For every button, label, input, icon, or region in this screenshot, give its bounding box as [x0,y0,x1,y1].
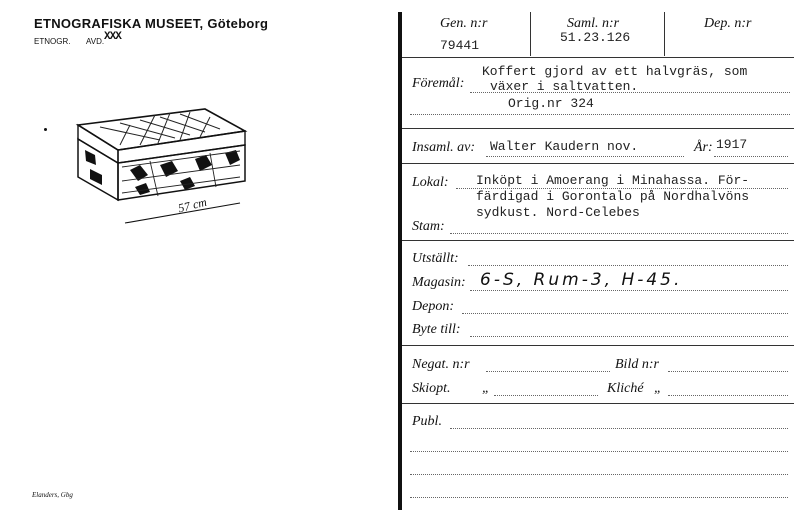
insaml-value: Walter Kaudern nov. [490,139,639,154]
box-sketch [40,95,280,245]
dotted-line [450,428,788,429]
lokal-label: Lokal: [412,175,449,190]
card-divider [398,12,402,510]
header-separator [530,12,531,56]
rule [402,345,794,346]
dotted-line [486,371,610,372]
header-separator [664,12,665,56]
depon-label: Depon: [412,299,454,314]
magasin-label: Magasin: [412,275,466,290]
dotted-line [668,371,788,372]
bild-label: Bild n:r [615,357,659,372]
dotted-line [486,156,684,157]
dotted-line [468,265,788,266]
dotted-line [410,497,788,498]
magasin-value: 6-S, Rum-3, H-45. [480,270,683,290]
stam-label: Stam: [412,219,445,234]
dotted-line [494,395,598,396]
printer-credit: Elanders, Gbg [32,491,73,499]
size-note: 57 cm [176,194,209,216]
museum-name: ETNOGRAFISKA MUSEET, Göteborg [34,16,269,31]
lokal-line-1: Inköpt i Amoerang i Minahassa. För- [476,173,750,188]
foremal-line-2: växer i saltvatten. [490,79,639,94]
byte-label: Byte till: [412,322,461,337]
saml-value: 51.23.126 [560,30,631,45]
struck-mark: XXX [104,31,121,43]
dotted-line [410,451,788,452]
dotted-line [714,156,788,157]
ar-value: 1917 [716,137,748,152]
gen-label: Gen. n:r [440,16,488,31]
ar-label: År: [694,140,713,155]
dotted-line [456,188,788,189]
gen-value: 79441 [440,38,480,53]
foremal-line-1: Koffert gjord av ett halvgräs, som [482,64,748,79]
lokal-line-2: färdigad i Gorontalo på Nordhalvöns [476,189,750,204]
utstallt-label: Utställt: [412,251,459,266]
department-label: ETNOGR. [34,37,71,46]
dotted-line [450,233,788,234]
rule [402,128,794,129]
dep-label: Dep. n:r [704,16,752,31]
foremal-line-3: Orig.nr 324 [508,96,594,111]
box-sketch-drawing [40,95,280,245]
kliche-label: Kliché [607,381,644,396]
insaml-label: Insaml. av: [412,140,475,155]
kliche-ditto: „ [654,381,662,396]
rule [402,57,794,58]
avd-label: AVD. [86,37,105,46]
skiopt-ditto: „ [482,381,490,396]
dotted-line [470,92,790,93]
dotted-line [470,290,788,291]
dotted-line [470,336,788,337]
skiopt-label: Skiopt. [412,381,451,396]
dotted-line [410,474,788,475]
rule [402,163,794,164]
rule [402,240,794,241]
lokal-line-3: sydkust. Nord-Celebes [476,205,640,220]
dotted-line [668,395,788,396]
rule [402,403,794,404]
dotted-line [462,313,788,314]
dotted-line [410,114,790,115]
saml-label: Saml. n:r [567,16,620,31]
foremal-label: Föremål: [412,76,465,91]
publ-label: Publ. [412,414,442,429]
negat-label: Negat. n:r [412,357,470,372]
ink-dot [44,128,47,131]
